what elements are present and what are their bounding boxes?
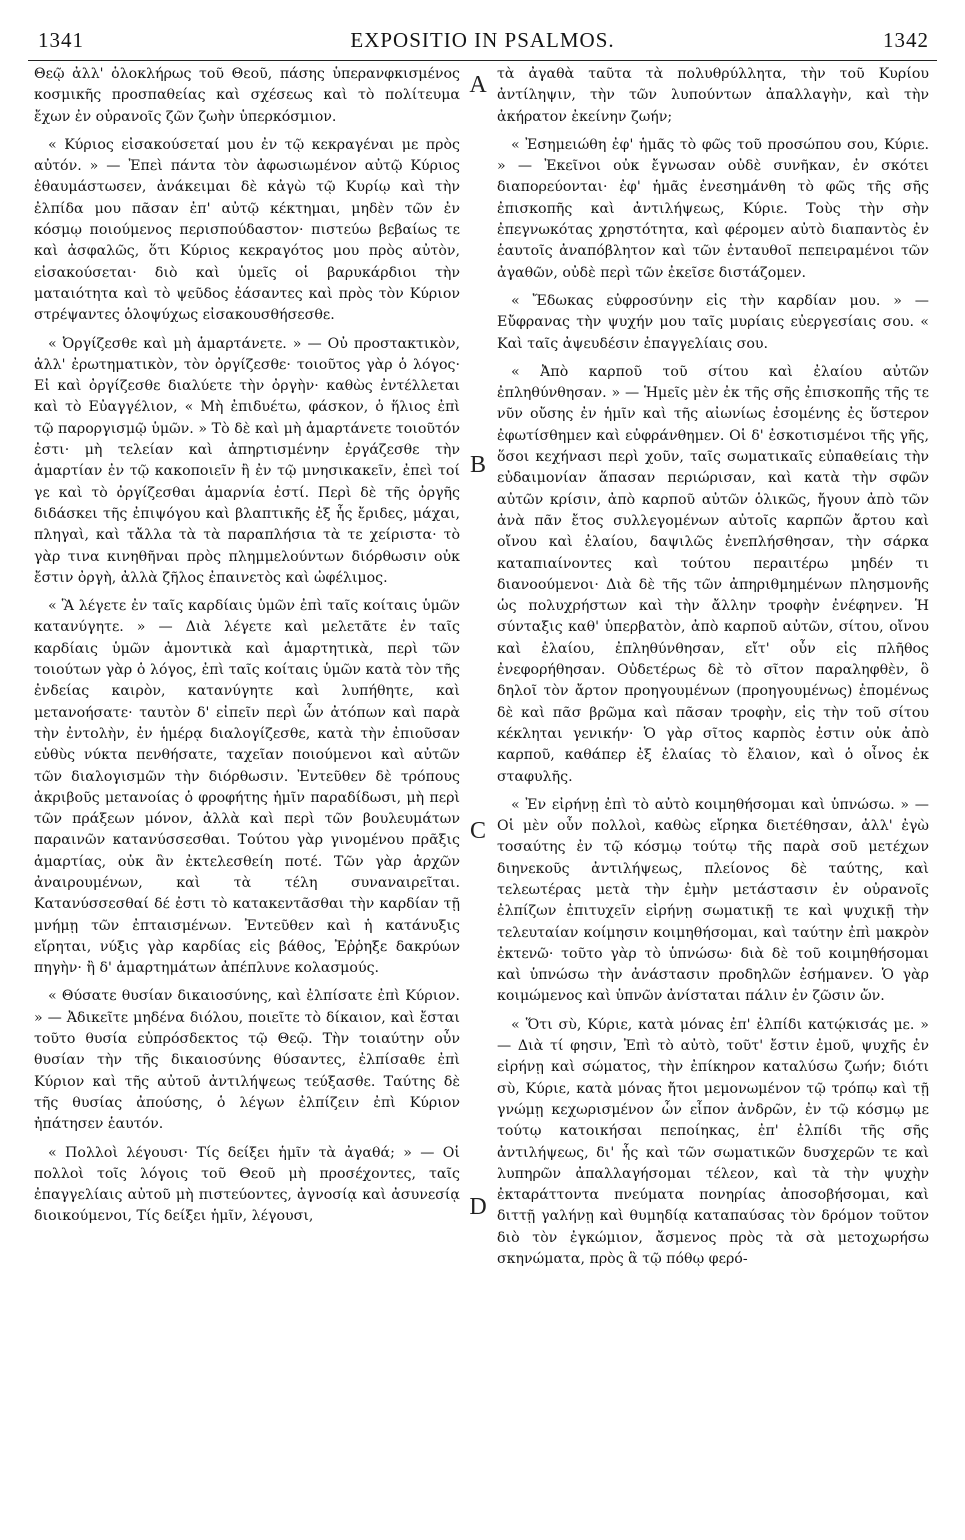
left-column: [34, 64, 460, 1514]
paragraph: « Ἀπὸ καρποῦ τοῦ σίτου καὶ ἐλαίου αὐτῶν ἐπληθύνθησαν. » — Ἡμεῖς μὲν ἐκ τῆς σῆς ἐπισκοπῆς τῆς τε νῦν οὔσης ἐν ἡμῖν καὶ τῆς αἰωνίως ἐσομένης ἐς ὕστερον ἐφωτίσθημεν καὶ εὐφράνθημεν. Οἱ δ' ἐσκοτισμένοι τῆς γῆς, ὅσοι κεχήνασι περὶ χοῦν, ταῖς σωματικαῖς εὐπαθείαις τὴν εὐδαιμονίαν ἅπασαν περιώρισαν, καὶ κατὰ τὴν σφῶν αὐτῶν κρίσιν, ἀπὸ καρποῦ αὐτῶν ὁλικῶς, ἤγουν ἀπὸ τῶν ἀνὰ πᾶν ἔτος συλλεγομένων αὐτοῖς καρπῶν ἄρτου καὶ οἴνου καὶ ἐλαίου, δαψιλῶς ἐνεπλήσθησαν, τὴν σάρκα καταπιαίνοντες καὶ τούτου περαιτέρω μηδέν τι διανοούμενοι· Διὰ δὲ τῆς τῶν ἀπηριθμημένων πλησμονῆς ὡς πολυχρήστων καὶ τὴν ἄλλην τροφὴν ἐνέφηνεν. Ἡ σύνταξις καθ' ὑπερβατὸν, ἀπὸ καρποῦ αὐτῶν, σίτου, οἴνου καὶ ἐλαίου, ἐπληθύνθησαν, εἴτ' οὖν εἰς πλῆθος ἐνεφορήθησαν. Οὐδετέρως δὲ τὸ σῖτον παραληφθὲν, ὃ δηλοῖ τὸν ἄρτον προηγουμένων (προηγουμένως) ἐπομένως δὲ καὶ πᾶσ βρῶμα καὶ πᾶσαν τροφὴν, εἰς τὴν τοῦ σίτου κέκληται γενικήν· Ὁ γὰρ σῖτος καρπὸς ἐστιν οὐκ ἀπὸ καρποῦ, καθάπερ ἐξ ἐλαίας τὸ ἔλαιον, καὶ ὁ οἶνος ἐκ σταφυλῆς.: [497, 363, 929, 785]
page-number-right: 1342: [883, 28, 929, 52]
paragraph: « Ἔδωκας εὐφροσύνην εἰς τὴν καρδίαν μου. » — Εὔφρανας τὴν ψυχήν μου ταῖς μυρίαις εὐεργεσίαις σου. « Καὶ ταῖς ἀψευδέσιν ἐπαγγελίαις σου.: [497, 292, 929, 352]
paragraph: « Ἐν εἰρήνῃ ἐπὶ τὸ αὐτὸ κοιμηθήσομαι καὶ ὑπνώσω. » — Οἱ μὲν οὖν πολλοὶ, καθὼς εἴρηκα διετέθησαν, ἀλλ' ἐγὼ τοσαύτης ἐν τῷ κόσμῳ τούτῳ τῆς παρὰ σοῦ μετέχων διηνεκοῦς ἀντιλήψεως, πλείονος δὲ ταύτης, καὶ τελεωτέρας μετὰ τὴν ἐμὴν μετάστασιν ἐν οὐρανοῖς ἐλπίζων ἐπιτυχεῖν εἰρήνῃ σωματικῇ τε καὶ ψυχικῇ τὴν τελευταίαν κοίμησιν κοιμηθήσομαι, καὶ ταύτην ἐπὶ μακρὸν ἐκτενῶ· τοῦτο γὰρ τὸ ὑπνώσω· διὰ δὲ τοῦ κοιμηθήσομαι καὶ ὑπνώσω τὴν ἀνάστασιν προδηλῶν ἐσήμανεν. Ὁ γὰρ κοιμώμενος καὶ ὑπνῶν ἀνίσταται πάλιν ἐν ζῶσιν ὤν.: [497, 796, 929, 1005]
margin-letter-b: B: [469, 452, 486, 478]
paragraph: « Ἐσημειώθη ἐφ' ἡμᾶς τὸ φῶς τοῦ προσώπου σου, Κύριε. » — Ἐκεῖνοι οὐκ ἔγνωσαν οὐδὲ συνῆκαν, ἐν σκότει διαπορεύονται· ἐφ' ἡμᾶς ἐνεσημάνθη τὸ φῶς τῆς σῆς ἐπισκοπῆς καὶ ἀντιλήψεως, Κύριε. Τοὺς τὴν σὴν ἐπεγνωκότας χρηστότητα, καὶ φέρομεν αὐτὸ διαπαντὸς ἐν ἑαυτοῖς ἀναπόβλητον καὶ τῶν ἐνταυθοῖ πεπειραμένοι τῶν ἀγαθῶν, οὐδὲ περὶ τῶν ἐκεῖσε διστάζομεν.: [497, 136, 929, 281]
paragraph: « Θύσατε θυσίαν δικαιοσύνης, καὶ ἐλπίσατε ἐπὶ Κύριον. » — Ἀδικεῖτε μηδένα διόλου, ποιεῖτε τὸ δίκαιον, καὶ ἔσται τοῦτο θυσία εὐπρόσδεκτος τῷ Θεῷ. Τὴν τοιαύτην οὖν θυσίαν τὴν τῆς δικαιοσύνης θύσαντες, ἐλπίσαθε ἐπὶ Κύριον καὶ τῆς αὐτοῦ ἀντιλήψεως τεύξασθε. Ταύτης δὲ τῆς θυσίας ἀπούσης, ὁ λέγων ἐλπίζειν ἐπὶ Κύριον ἠπάτησεν ἑαυτόν.: [34, 988, 460, 1133]
paragraph: « Ὅτι σὺ, Κύριε, κατὰ μόνας ἐπ' ἐλπίδι κατῴκισάς με. » — Διὰ τί φησιν, Ἐπὶ τὸ αὐτὸ, τοῦτ' ἔστιν ἐμοῦ, ψυχῆς ἐν εἰρήνῃ καὶ σώματος, τὴν ἐπίκηρον καταλύσω ζωήν; διότι σὺ, Κύριε, κατὰ μόνας ἤτοι μεμονωμένον τῷ τρόπῳ καὶ τῇ γνώμῃ κεχωρισμένον ὧν εἶπον ἀνδρῶν, ἐν τῷ κόσμῳ με τούτῳ κατοικήσαι πεποίηκας, ἐπ' ἐλπίδι τῆς σῆς ἀντιλήψεως, δι' ἧς καὶ τῶν σωματικῶν δυσχερῶν τε καὶ λυπηρῶν ἀπαλλαγήσομαι τέλεον, καὶ τὰ τὴν ψυχὴν ἐκταράττοντα πνεύματα πονηρίας ἀποσοβήσομαι, καὶ διττῇ γαλήνῃ καὶ θυμηδίᾳ καταπαύσας τὸν δρόμον τοῦτον διὸ τὸν ἐγκώμιον, ἄσμενος πρὸς τὰ σὰ μετοχωρήσω σκηνώματα, πρὸς ἃ τῷ πόθῳ φερό-: [497, 1016, 929, 1268]
paragraph: « Κύριος εἰσακούσεταί μου ἐν τῷ κεκραγέναι με πρὸς αὐτόν. » — Ἐπεὶ πάντα τὸν ἀφωσιωμένον αὐτῷ Κύριος ἐθαυμάστωσεν, ἀνάκειμαι δὲ κἀγὼ τῷ Κυρίῳ καὶ τὴν ἐλπίδα μου πᾶσαν ἐπ' αὐτῷ κέκτημαι, μηδὲν τῶν ἐν κόσμῳ ποιούμενος περισπούδαστον· πιστεύω βεβαίως τε καὶ ἀσφαλῶς, ὅτι Κύριος κεκραγότος μου πρὸς αὐτὸν, εἰσακούσεται· διὸ καὶ ὑμεῖς οἱ βαρυκάρδιοι τὴν ματαιότητα καὶ τὸ ψεῦδος ἐάσαντες καὶ πρὸς τὸν Κύριον στρέψαντες ὁλοψύχως εἰσακουσθήσεσθε.: [34, 136, 460, 324]
right-column: [497, 64, 929, 1514]
paragraph: « Πολλοὶ λέγουσι· Τίς δείξει ἡμῖν τὰ ἀγαθά; » — Οἱ πολλοὶ τοῖς λόγοις τοῦ Θεοῦ μὴ προσέχοντες, ταῖς ἐπαγγελίαις αὐτοῦ μὴ πιστεύοντες, ἀγνοσίᾳ καὶ ἀσυνεσίᾳ διοικούμενοι, Τίς δείξει ἡμῖν, λέγουσι,: [34, 1144, 460, 1225]
paragraph: « Ἃ λέγετε ἐν ταῖς καρδίαις ὑμῶν ἐπὶ ταῖς κοίταις ὑμῶν κατανύγητε. » — Διὰ λέγετε καὶ μελετᾶτε ἐν ταῖς καρδίαις ὑμῶν ἀμοντικὰ καὶ ἁμαρτητικὰ, περὶ τῶν τοιούτων γὰρ ὁ λόγος, ἐπὶ ταῖς κοίταις ὑμῶν κατὰ τὸν τῆς ἐνδείας καιρὸν, κατανύγητε καὶ λυπήθητε, καὶ μετανοήσατε· ταυτὸν δ' εἰπεῖν περὶ ὧν ἀτόπων καὶ παρὰ τὴν ἐντολὴν, ἐν ἡμέρᾳ διαλογίζεσθε, κατὰ τὴν ἐπιοῦσαν εὐθὺς νύκτα πενθήσατε, ταχεῖαν ποιούμενοι καὶ αὐτῶν τῶν διαλογισμῶν τὴν διόρθωσιν. Ἐντεῦθεν δὲ τρόπους ἀκριβοῦς μετανοίας ὁ φροφήτης ἡμῖν παραδίδωσι, μὴ περὶ τῶν πράξεων μόνον, ἀλλὰ καὶ περὶ τῶν βουλευμάτων παραινῶν κατανύσσεσθαι. Τούτου γὰρ γινομένου πρᾶξις ἁμαρτίας, οὐκ ἂν ἐκτελεσθείη ποτέ. Τῶν γὰρ ἀρχῶν ἀναιρουμένων, καὶ τὰ τέλη συναναιρεῖται. Κατανύσσεσθαί δέ ἐστι τὸ κατακεντᾶσθαι τὴν καρδίαν τῇ μνήμῃ τῶν ἐπταισμένων. Ἐντεῦθεν καὶ ἡ κατάνυξις εἴρηται, νύξις γὰρ καρδίας εἰς βάθος, Ἐῤῥηξε δακρύων πηγὴν· ἢ δ' ἁμαρτημάτων ἀπέπλυνε κολασμούς.: [34, 598, 460, 977]
page-header: [28, 28, 937, 61]
margin-letter-d: D: [469, 1194, 487, 1220]
margin-letter-c: C: [469, 818, 486, 844]
paragraph: « Ὀργίζεσθε καὶ μὴ ἁμαρτάνετε. » — Οὐ προστακτικὸν, ἀλλ' ἐρωτηματικὸν, τὸν ὀργίζεσθε· τοιοῦτος γὰρ ὁ λόγος· Εἰ καὶ ὀργίζεσθε διαλύετε τὴν ὀργὴν· καθὼς ἐντέλλεται καὶ τὸ Εὐαγγέλιον, « Μὴ ἐπιδυέτω, φάσκον, ὁ ἥλιος ἐπὶ τῷ παροργισμῷ ὑμῶν. » Τὸ δὲ καὶ μὴ ἁμαρτάνετε τοιοῦτόν ἐστι· μὴ τελείαν καὶ ἀπηρτισμένην ἐργάζεσθε τὴν ἁμαρτίαν ἐν τῷ κακοποιεῖν ἢ ἐν τῷ μνησικακεῖν, ἐπεὶ τοί γε καὶ τὸ ὀργίζεσθαι ἁμαρνία ἐστί. Περὶ δὲ τῆς ὀργῆς διδάσκει τῆς ἐπιψόγου καὶ βλαπτικῆς ἐξ ἧς ἔριδες, μάχαι, πληγαὶ, καὶ τἄλλα τὰ τὰ παραπλήσια τὰ τε χείριστα· τὸ γὰρ τινα κινηθῆναι πρὸς πλημμελούντων διόρθωσιν οὐκ ἔστιν ὀργὴ, ἀλλὰ ζῆλος ἐπαινετὸς καὶ ὠφέλιμος.: [34, 335, 460, 586]
paragraph: Θεῷ ἀλλ' ὁλοκλήρως τοῦ Θεοῦ, πάσης ὑπερανφκισμένος κοσμικῆς προσπαθείας καὶ σχέσεως καὶ τὸ πολίτευμα ἔχων ἐν οὐρανοῖς ζῶν ζωὴν ὑπερκόσμιον.: [34, 66, 460, 125]
page-number-left: 1341: [38, 28, 84, 52]
running-title: EXPOSITIO IN PSALMOS.: [350, 28, 615, 52]
margin-letter-a: A: [469, 72, 487, 98]
paragraph: τὰ ἀγαθὰ ταῦτα τὰ πολυθρύλλητα, τὴν τοῦ Κυρίου ἀντίληψιν, τὴν τῶν λυπούντων ἀπαλλαγὴν, καὶ τὴν ἀκήρατον ἐκείνην ζωήν;: [497, 66, 929, 125]
